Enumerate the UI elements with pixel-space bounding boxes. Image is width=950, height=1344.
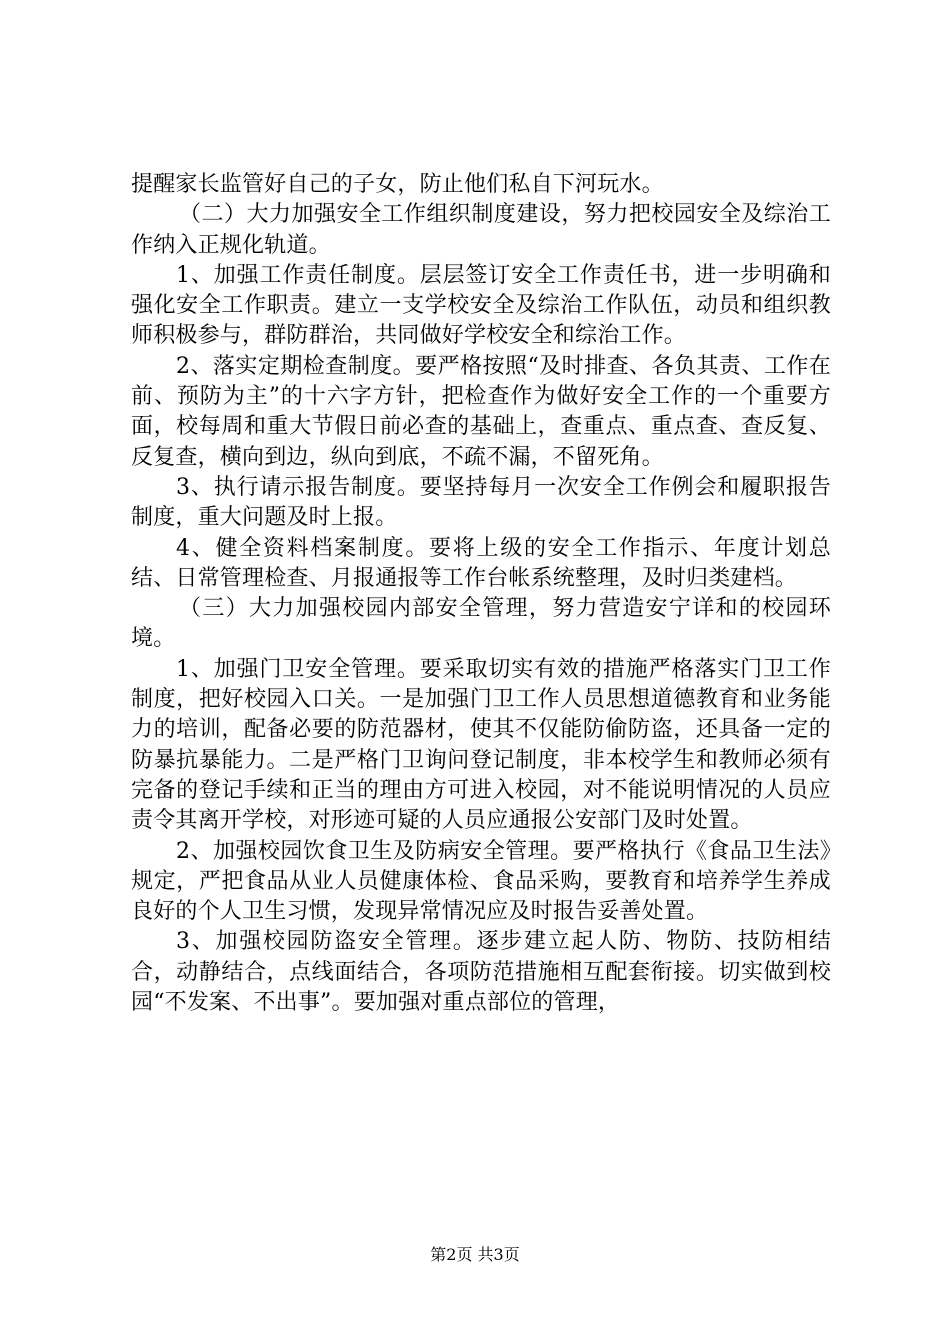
paragraph-continuation: 提醒家长监管好自己的子女，防止他们私自下河玩水。 xyxy=(131,172,664,197)
paragraph-2-4: 4、健全资料档案制度。要将上级的安全工作指示、年度计划总结、日常管理检查、月报通报等工作台帐系统整理，及时归类建档。 xyxy=(131,535,831,591)
section-heading-2: （二）大力加强安全工作组织制度建设，努力把校园安全及综治工作纳入正规化轨道。 xyxy=(131,202,831,258)
section-heading-3: （三）大力加强校园内部安全管理，努力营造安宁详和的校园环境。 xyxy=(131,596,831,652)
paragraph-2-3: 3、执行请示报告制度。要坚持每月一次安全工作例会和履职报告制度，重大问题及时上报。 xyxy=(131,474,831,531)
page-number-footer: 第2页 共3页 xyxy=(430,1245,520,1264)
paragraph-2-1: 1、加强工作责任制度。层层签订安全工作责任书，进一步明确和强化安全工作职责。建立一支学校安全及综治工作队伍，动员和组织教师积极参与，群防群治，共同做好学校安全和综治工作。 xyxy=(131,262,831,349)
paragraph-3-3: 3、加强校园防盗安全管理。逐步建立起人防、物防、技防相结合，动静结合，点线面结合，各项防范措施相互配套衔接。切实做到校园“不发案、不出事”。要加强对重点部位的管理， xyxy=(131,929,831,1016)
document-body xyxy=(131,170,831,1018)
paragraph-2-2: 2、落实定期检查制度。要严格按照“及时排查、各负其责、工作在前、预防为主”的十六字方针，把检查作为做好安全工作的一个重要方面，校每周和重大节假日前必查的基础上，查重点、重点查、查反复、反复查，横向到边，纵向到底，不疏不漏，不留死角。 xyxy=(131,353,831,470)
paragraph-3-2: 2、加强校园饮食卫生及防病安全管理。要严格执行《食品卫生法》规定，严把食品从业人员健康体检、食品采购，要教育和培养学生养成良好的个人卫生习惯，发现异常情况应及时报告妥善处置。 xyxy=(131,838,831,925)
paragraph-3-1: 1、加强门卫安全管理。要采取切实有效的措施严格落实门卫工作制度，把好校园入口关。一是加强门卫工作人员思想道德教育和业务能力的培训，配备必要的防范器材，使其不仅能防偷防盗，还具备一定的防暴抗暴能力。二是严格门卫询问登记制度，非本校学生和教师必须有完备的登记手续和正当的理由方可进入校园，对不能说明情况的人员应责令其离开学校，对形迹可疑的人员应通报公安部门及时处置。 xyxy=(131,656,831,834)
